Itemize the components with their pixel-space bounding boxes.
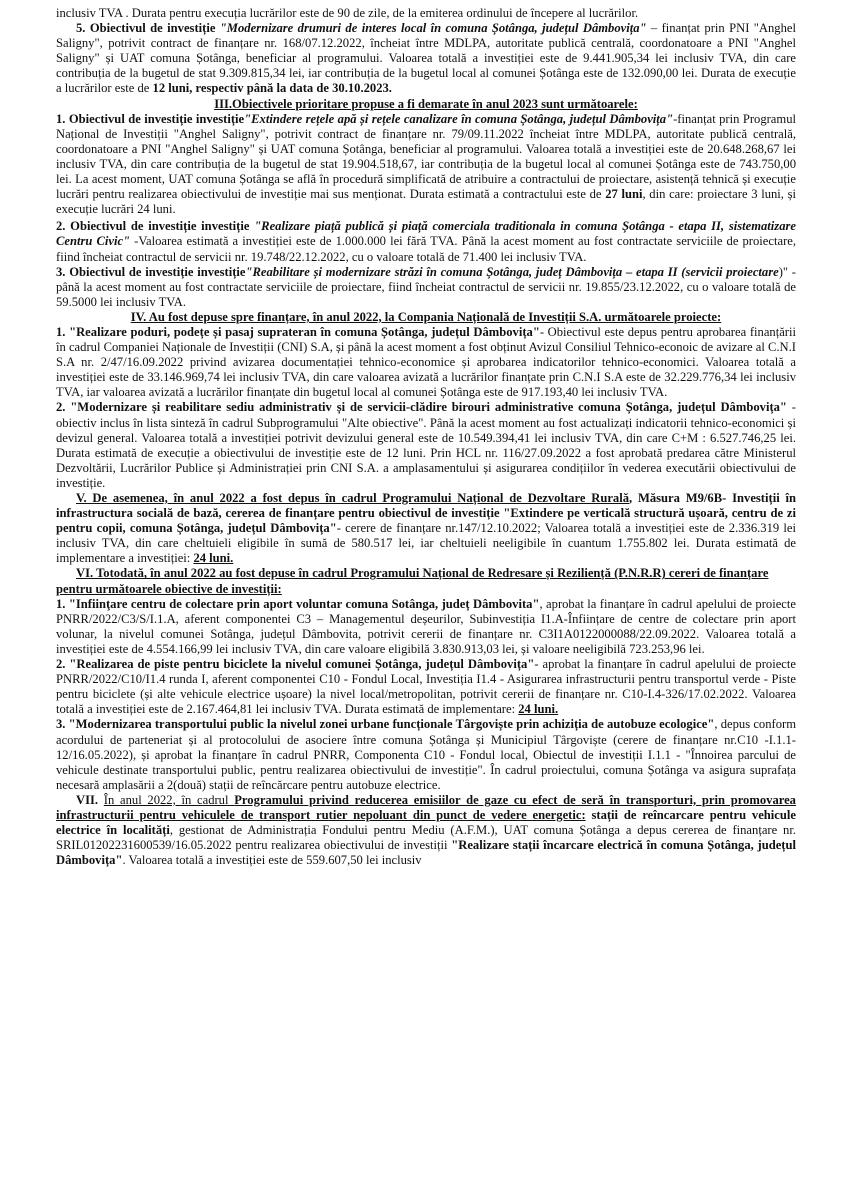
text-run: 24 luni.: [193, 551, 234, 566]
paragraph-cni-1-bridges: [56, 325, 796, 400]
text-run: 2. "Modernizare și reabilitare sediu administrativ și de servicii-clădire birouri administrative comuna Șotânga, județul Dâmbovița": [56, 400, 787, 415]
text-run: - cerere de finanțare nr.147/12.10.2022; Valoarea totală a investiției este de 2.336.319 lei inclusiv TVA, din care cheltuieli eligibile în sumă de 580.517 lei, iar cheltuieli neeligibile în cuantum 1.755.802 lei. Durata estimată de implementare a investiției:: [56, 521, 796, 566]
paragraph-cni-2-headquarters: [56, 400, 796, 491]
section-heading-iv: [56, 310, 796, 325]
text-run: 24 luni.: [518, 702, 559, 717]
text-run: "Reabilitare și modernizare străzi în comuna Șotânga, județ Dâmbovița – etapa II (servicii proiectare: [245, 264, 779, 279]
paragraph-pnrr-1-collection-center: [56, 597, 796, 657]
text-run: "Realizare stații încarcare electrică în comuna Șotânga, județul Dâmbovița": [56, 838, 796, 868]
text-run: "Realizare piață publică și piață comerciala traditionala in comuna Șotânga - etapa II, sistematizare Centru Civic": [56, 219, 796, 249]
text-run: VII.: [76, 792, 104, 807]
text-run: . Valoarea totală a investiției este de 559.607,50 lei inclusiv: [122, 853, 422, 868]
text-run: inclusiv TVA . Durata pentru execuția lucrărilor este de 90 de zile, de la emiterea ordinului de începere al lucrărilor.: [56, 6, 639, 20]
text-run: "Modernizare drumuri de interes local în comuna Șotânga, județul Dâmbovița": [219, 21, 647, 36]
text-run: În anul 2022, în cadrul: [103, 792, 235, 807]
document-page: [56, 6, 796, 868]
section-heading-iii: [56, 97, 796, 112]
text-run: 3. "Modernizarea transportului public la nivelul zonei urbane funcționale Târgoviște prin achiziția de autobuze ecologice": [56, 717, 715, 732]
paragraph-section-v-pndr: [56, 491, 796, 566]
text-run: 3. Obiectivul de investiție investiție: [56, 264, 246, 279]
text-run: 2. "Realizarea de piste pentru biciclete la nivelul comunei Șotânga, județul Dâmbovița": [56, 657, 535, 672]
text-run: )" - până la acest moment au fost contractate serviciile de proiectare, fiind încheiat contractul de servicii nr. 19.855/23.12.2022, cu o valoare totală de 59.5000 lei inclusiv TVA.: [56, 264, 796, 309]
paragraph-objective-1-water: [56, 112, 796, 218]
text-run: , din care: proiectare 3 luni, și execuție lucrări 24 luni.: [56, 187, 797, 217]
text-run: -Valoarea estimată a investiției este de 1.000.000 lei fără TVA. Până la acest moment au fost contractate serviciile de proiectare, fiind încheiat contractul de servicii nr. 19.748/22.12.2022, cu o valoare totală de 71.400 lei inclusiv TVA.: [56, 234, 796, 264]
text-run: , aprobat la finanțare în cadrul apelului de proiecte PNRR/2022/C3/S/I.1.A, aferent componentei C3 – Managementul deșeurilor, Subinvestiția I1.A-Înființare de centre de colectare prin aport volunar, la nivelul comunei Sotânga, județul Dâmbovita, potrivit cererii de finanțare nr. C3I1A0122000088/22.09.2022. Valoarea totală a investiției este de 4.554.166,99 lei inclusiv TVA, din care valoare eligibilă 3.830.913,03 lei, și valoare neeligibilă 723.253,96 lei.: [56, 596, 796, 656]
text-run: -obiectiv inclus în lista sinteză în cadrul Subprogramului "Alte obiective". Până la acest moment au fost actualizați indicatorii tehnico-economici și devizul general. Valoarea totală a investiției potrivit devizului general este de 10.549.394,41 lei inclusiv TVA, din care C+M : 6.527.746,25 lei. Durata estimată de execuție a obiectivului de investiție este de 12 luni. Prin HCL nr. 116/27.09.2022 a fost aprobată predarea către Ministerul Dezvoltării, Lucrărilor Publice și Administrației prin CNI S.A. a amplasamentului și asigurarea condițiilor în vederea executării obiectivului de investiție.: [56, 400, 796, 490]
text-run: "Extindere rețele apă și rețele canalizare în comuna Șotânga, județul Dâmbovița": [244, 111, 674, 126]
section-heading-vi: [56, 566, 796, 596]
text-run: 1. "Realizare poduri, podețe și pasaj suprateran în comuna Șotânga, județul Dâmbovița": [56, 324, 540, 339]
paragraph-pnrr-2-bike-lanes: [56, 657, 796, 717]
text-run: 1. Obiectivul de investiție investiție: [56, 111, 245, 126]
paragraph-objective-3-streets: [56, 265, 796, 310]
text-run: III.Obiectivele prioritare propuse a fi demarate în anul 2023 sunt următoarele:: [214, 96, 638, 111]
text-run: 5. Obiectivul de investiție: [76, 21, 220, 36]
text-run: 12 luni, respectiv până la data de 30.10.2023.: [152, 81, 392, 96]
text-run: 2. Obiectivul de investiție investiție: [56, 219, 255, 234]
paragraph-objective-5-roads: [56, 21, 796, 96]
text-run: - aprobat la finanțare în cadrul apelului de proiecte PNRR/2022/C10/I1.4 runda I, aferent componentei C10 - Fondul Local, Investiția I1.4 - Asigurarea infrastructurii pentru transportul verde - Piste pentru biciclete (și alte vehicule electrice ușoare) la nivel local/metropolitan, potrivit cererii de finanțare nr. C10-I.4-326/17.02.2022. Valoarea totală a investiției este de 2.167.464,81 lei inclusiv TVA. Durata estimată de implementare:: [56, 657, 796, 717]
text-run: – finanțat prin PNI "Anghel Saligny", potrivit contract de finanțare nr. 168/07.12.2022, încheiat între MDLPA, autoritate publică centrală, coordonatoare a PNI "Anghel Saligny" și UAT comuna Șotânga, beneficiar al programului. Valoarea totală a investiției este de 9.441.905,34 lei inclusiv TVA, din care contribuția de la bugetul de stat 9.309.815,34 lei, iar contribuția de la bugetul local al comunei Șotânga este de 132.090,00 lei. Durata de execuție a lucrărilor este de: [56, 21, 796, 96]
text-run: - Obiectivul este depus pentru aprobarea finanțării în cadrul Companiei Naționale de Investiții (CNI) S.A, și până la acest moment a fost obținut Avizul Consiliul Tehnico-econoic de avizare al C.N.I S.A nr. 2/47/16.09.2022 privind avizarea documentației tehnico-economice și aprobarea indicatorilor tehnico-economici. Valoarea totală a investiției este de 33.146.969,74 lei inclusiv TVA, din care valoarea avizată a lucrărilor finanțate prin C.N.I S.A este de 32.229.776,34 lei inclusiv TVA, iar valoarea avizată a lucrărilor finanțate din bugetul local al comunei Șotânga este de 917.193,40 lei inclusiv TVA.: [56, 324, 796, 400]
paragraph-duration-note: [56, 6, 796, 21]
text-run: IV. Au fost depuse spre finanțare, în anul 2022, la Compania Națională de Investiții S.A. următoarele proiecte: [130, 309, 718, 324]
text-run: -finanțat prin Programul Național de Investiții "Anghel Saligny", potrivit contract de finanțare nr. 79/09.11.2022 încheiat între MDLPA, autoritate publică centrală, coordonatoare a PNI "Anghel Saligny" și UAT comuna Șotânga, beneficiar al programului. Valoarea totală a investiției este de 20.648.268,67 lei inclusiv TVA, din care contribuția de la bugetul de stat 19.904.518,67, iar contribuția de la bugetul local al comunei Șotânga este de 743.750,00 lei. La acest moment, UAT comuna Șotânga se află în procedură simplificată de atribuire a contractului de proiectare, asistență tehnică și execuție lucrări pentru realizarea obiectivului de investiție mai sus menționat. Durata estimată a contractului este de: [56, 111, 796, 202]
text-run: , gestionat de Administrația Fondului pentru Mediu (A.F.M.), UAT comuna Șotânga a depus cererea de finanțare nr. SRIL01202231600539/16.05.2022 pentru realizarea obiectivului de investiții: [56, 823, 796, 853]
paragraph-pnrr-3-public-transport: [56, 717, 796, 792]
paragraph-objective-2-market: [56, 219, 796, 264]
text-run: Programului privind reducerea emisiilor de gaze cu efect de seră în transporturi, prin promovarea infrastructurii pentru vehiculele de transport rutier nepoluant din punct de vedere energetic:: [56, 792, 796, 822]
text-run: , depus conform acordului de parteneriat și al protocolului de asociere între comuna Șotânga și Municipiul Târgoviște (cerere de finanțare nr.C10 -I.1.1-12/16.05.2022), și aprobat la finanțare în cadrul PNRR, Componenta C10 - Fondul local, Obiectul de investiții I.1.1 - "Înnoirea parcului de vehicule destinate transportului public, pentru realizarea obiectivului de investiție". În cadrul proiectului, comuna Șotânga va asigura suprafața necesară amplasării a 2(două) stații de reîncărcare pentru autobuze electrice.: [56, 717, 797, 792]
text-run: 27 luni: [605, 187, 643, 202]
paragraph-section-vii-charging: [56, 793, 796, 868]
text-run: , Măsura M9/6B- Investiții în infrastructura socială de bază, cererea de finanțare pentru obiectivul de investiție "Extindere pe verticală structură ușoară, centru de zi pentru copii, comuna Șotânga, județul Dâmbovița": [56, 491, 797, 536]
text-run: V. De asemenea, în anul 2022 a fost depus în cadrul Programului Național de Dezvoltare Rurală: [76, 491, 630, 505]
text-run: :: [717, 309, 722, 324]
text-run: 1. "Infiinţare centru de colectare prin aport voluntar comuna Sotânga, județ Dâmbovita": [56, 596, 540, 611]
text-run: stații de reîncarcare pentru vehicule electrice în localități: [56, 807, 796, 838]
text-run: VI. Totodată, în anul 2022 au fost depuse în cadrul Programului Național de Redresare și Reziliență (P.N.R.R) cereri de finanțare pentru următoarele obiective de investiții:: [56, 566, 769, 596]
